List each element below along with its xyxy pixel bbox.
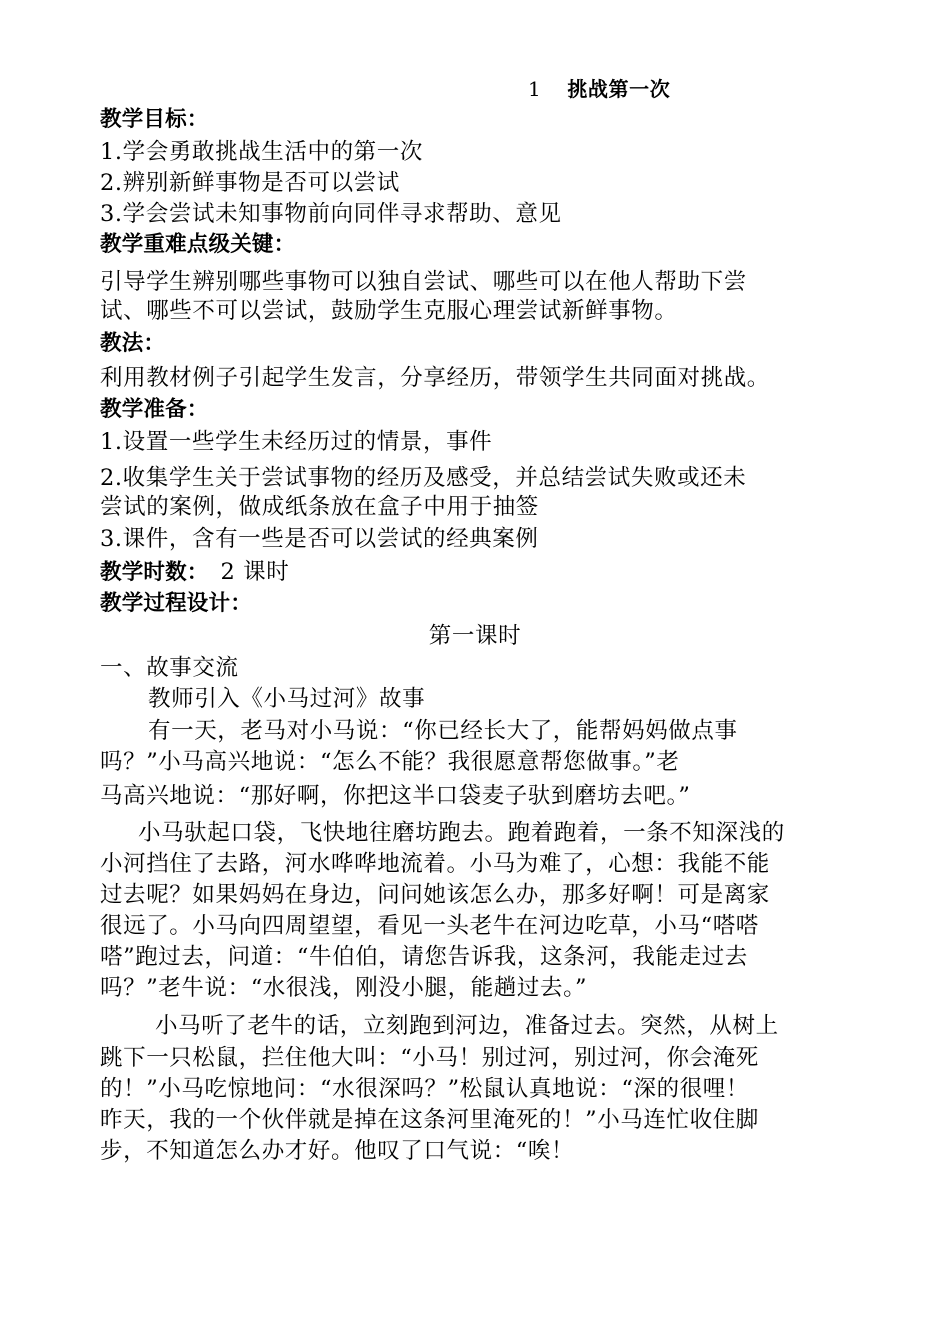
story-intro: 教师引入《小马过河》故事 [148,686,426,712]
story-line: 步，不知道怎么办才好。他叹了口气说：“唉！ [100,1138,575,1164]
story-line: 昨天，我的一个伙伴就是掉在这条河里淹死的！”小马连忙收住脚 [100,1107,759,1133]
story-line: 嗒”跑过去，问道：“牛伯伯，请您告诉我，这条河，我能走过去 [100,944,748,970]
hours-row [100,558,289,587]
key-points-line: 试、哪些不可以尝试，鼓励学生克服心理尝试新鲜事物。 [100,298,678,324]
title-text: 挑战第一次 [567,77,671,101]
story-line: 马高兴地说：“那好啊，你把这半口袋麦子驮到磨坊去吧。” [100,783,691,809]
story-line: 过去呢？如果妈妈在身边，问问她该怎么办，那多好啊！可是离家 [100,882,770,908]
story-line: 跳下一只松鼠，拦住他大叫：“小马！别过河，别过河，你会淹死 [100,1045,759,1071]
title-number: 1 [528,77,542,101]
key-points-line: 引导学生辨别哪些事物可以独自尝试、哪些可以在他人帮助下尝 [100,269,747,295]
hours-heading: 教学时数： [100,560,209,585]
method-heading: 教法： [100,331,166,356]
story-line: 很远了。小马向四周望望，看见一头老牛在河边吃草，小马“嗒嗒 [100,913,759,939]
story-line: 的！”小马吃惊地问：“水很深吗？”松鼠认真地说：“深的很哩！ [100,1076,750,1102]
preparation-line: 2.收集学生关于尝试事物的经历及感受，并总结尝试失败或还未 [100,465,747,491]
story-line: 吗？”小马高兴地说：“怎么不能？我很愿意帮您做事。”老 [100,749,680,775]
lesson-heading: 第一课时 [428,623,522,649]
goal-item: 3.学会尝试未知事物前向同伴寻求帮助、意见 [100,201,562,227]
key-points-heading: 教学重难点级关键： [100,232,296,257]
preparation-line: 尝试的案例，做成纸条放在盒子中用于抽签 [100,494,539,520]
story-line: 小马驮起口袋，飞快地往磨坊跑去。跑着跑着，一条不知深浅的 [138,820,785,846]
story-line: 小马听了老牛的话，立刻跑到河边，准备过去。突然，从树上 [155,1013,779,1039]
process-heading: 教学过程设计： [100,591,252,616]
goal-item: 2.辨别新鲜事物是否可以尝试 [100,170,400,196]
preparation-line: 3.课件，含有一些是否可以尝试的经典案例 [100,526,539,552]
goals-heading: 教学目标： [100,107,209,132]
goal-item: 1.学会勇敢挑战生活中的第一次 [100,139,423,165]
part-title: 一、故事交流 [100,655,239,681]
method-line: 利用教材例子引起学生发言，分享经历，带领学生共同面对挑战。 [100,365,770,391]
preparation-heading: 教学准备： [100,397,209,422]
story-line: 吗？”老牛说：“水很浅，刚没小腿，能趟过去。” [100,975,588,1001]
story-line: 小河挡住了去路，河水哗哗地流着。小马为难了，心想：我能不能 [100,851,770,877]
preparation-line: 1.设置一些学生未经历过的情景，事件 [100,429,493,455]
document-title [528,75,670,103]
hours-value: 2 课时 [220,559,290,585]
story-line: 有一天，老马对小马说：“你已经长大了，能帮妈妈做点事 [148,718,738,744]
